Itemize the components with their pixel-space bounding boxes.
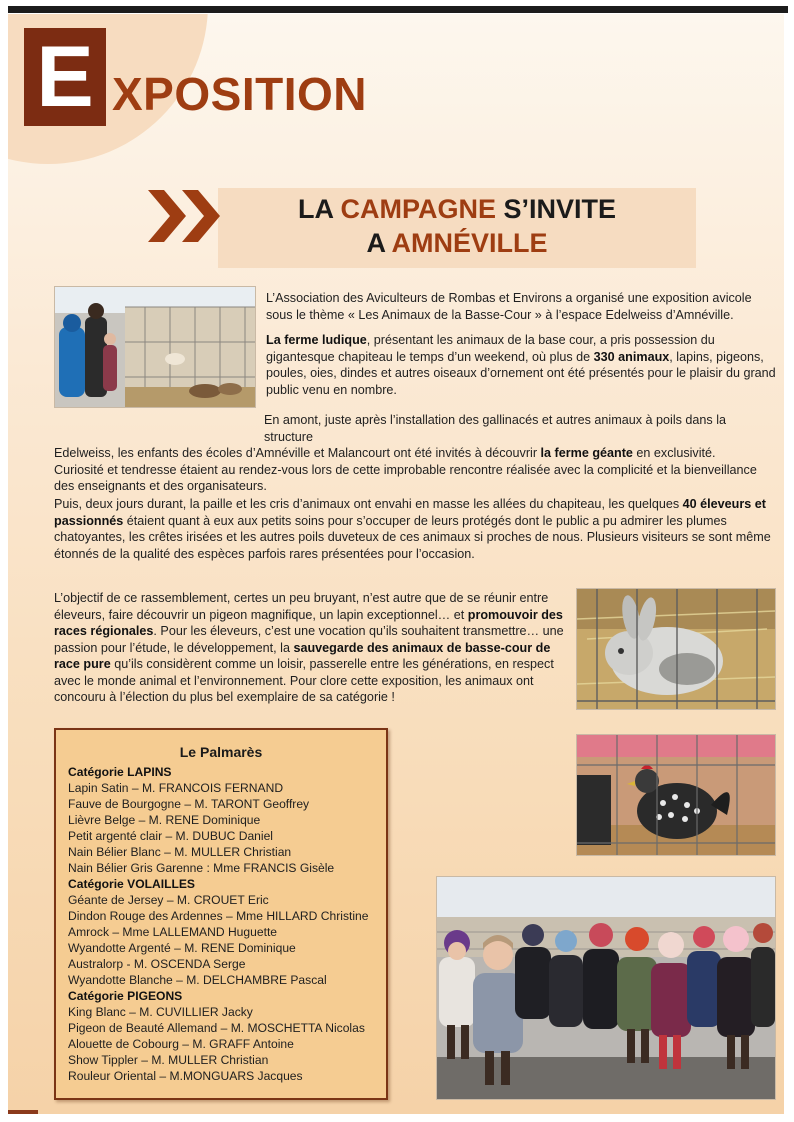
palmares-entry: Nain Bélier Gris Garenne : Mme FRANCIS Gisèle [68, 861, 335, 875]
paragraph-text: Puis, deux jours durant, la paille et les cris d’animaux ont envahi en masse les allées du chapiteau, les quelques [54, 497, 683, 511]
bold-text: 40 éleveurs et passionnés [54, 497, 766, 528]
article-paragraph [266, 290, 778, 323]
paragraph-body [54, 590, 566, 706]
paragraph-text: étaient quant à eux aux petits soins pour s’occuper de leurs protégés dont le public a pu admirer les plumes chatoyantes, les crêtes irisées et les autres poils duveteux de ces animaux si proches de nous. Plusieurs visiteurs se sont même étonnés de la qualité des espèces parfois rares présentées pour l’occasion. [54, 513, 771, 561]
palmares-entry: Wyandotte Blanche – M. DELCHAMBRE Pascal [68, 973, 327, 987]
paragraph-body [54, 445, 778, 462]
palmares-category: Catégorie VOLAILLES [68, 877, 196, 891]
palmares-entry: Wyandotte Argenté – M. RENE Dominique [68, 941, 296, 955]
palmares-entry: Alouette de Cobourg – M. GRAFF Antoine [68, 1037, 294, 1051]
palmares-entry: Petit argenté clair – M. DUBUC Daniel [68, 829, 273, 843]
headline-text: S’INVITE [495, 194, 617, 224]
headline-line-1 [220, 192, 694, 226]
article-paragraph [54, 496, 778, 562]
paragraph-lead-line: En amont, juste après l’installation des gallinacés et autres animaux à poils dans la structure [264, 413, 727, 444]
bold-text: sauvegarde des animaux de basse-cour de race pure [54, 640, 551, 671]
article-paragraph [266, 332, 778, 398]
photo-school-children [436, 876, 776, 1100]
photo-visitors-at-cages [54, 286, 256, 408]
palmares-entry: Géante de Jersey – M. CROUET Eric [68, 893, 269, 907]
paragraph-text: en exclusivité. [632, 446, 716, 460]
bottom-corner-mark [8, 1110, 38, 1114]
palmares-category: Catégorie LAPINS [68, 765, 172, 779]
magazine-page [8, 14, 784, 1114]
photo-hen-in-cage [576, 734, 776, 856]
palmares-list [56, 764, 386, 1084]
article-headline [220, 192, 694, 260]
palmares-entry: Nain Bélier Blanc – M. MULLER Christian [68, 845, 292, 859]
palmares-entry: Rouleur Oriental – M.MONGUARS Jacques [68, 1069, 303, 1083]
photo-rabbit-in-cage [576, 588, 776, 710]
paragraph-text: , présentant les animaux de la base cour, a pris possession du gigantesque chapiteau le temps d’un weekend, où plus de [266, 333, 715, 364]
paragraph-text: . Pour les éleveurs, c’est une vocation qu’ils souhaitent transmettre… une passion pour l’étude, le développement, la [54, 624, 564, 655]
palmares-entry: Show Tippler – M. MULLER Christian [68, 1053, 269, 1067]
headline-highlight: CAMPAGNE [340, 194, 496, 224]
page-top-edge [8, 6, 788, 13]
palmares-entry: Australorp - M. OSCENDA Serge [68, 957, 246, 971]
paragraph-text: qu’ils considèrent comme un loisir, passerelle entre les générations, en respect avec le monde animal et l’environnement. Pour clore cette exposition, les animaux ont concouru à l’élection du plus bel exemplaire de sa catégorie ! [54, 657, 554, 704]
section-title: XPOSITION [112, 68, 367, 120]
bold-text: 330 animaux [593, 349, 670, 364]
article-intro-block [266, 290, 778, 398]
paragraph-text: Edelweiss, les enfants des écoles d’Amnéville et Malancourt ont été invités à découvrir [54, 446, 541, 460]
headline-line-2 [220, 226, 694, 260]
palmares-title: Le Palmarès [179, 744, 263, 760]
palmares-entry: Lapin Satin – M. FRANCOIS FERNAND [68, 781, 284, 795]
section-initial-box: E [24, 28, 106, 126]
paragraph-text: L’objectif de ce rassemblement, certes un peu bruyant, n’est autre que de se réunir entre éleveurs, faire découvrir un pigeon magnifique, un lapin exceptionnel… et [54, 591, 549, 622]
palmares-entry: Lièvre Belge – M. RENE Dominique [68, 813, 261, 827]
headline-highlight: AMNÉVILLE [391, 228, 548, 258]
bold-text: promouvoir des races régionales [54, 607, 563, 638]
palmares-entry: Fauve de Bourgogne – M. TARONT Geoffrey [68, 797, 310, 811]
palmares-entry: Dindon Rouge des Ardennes – Mme HILLARD Christine [68, 909, 369, 923]
palmares-category: Catégorie PIGEONS [68, 989, 183, 1003]
headline-text: A [366, 228, 392, 258]
palmares-entry: Amrock – Mme LALLEMAND Huguette [68, 925, 278, 939]
palmares-box [54, 728, 388, 1100]
bold-text: la ferme géante [540, 446, 633, 460]
headline-text: LA [297, 194, 341, 224]
palmares-entry: King Blanc – M. CUVILLIER Jacky [68, 1005, 253, 1019]
article-paragraph [54, 590, 566, 706]
double-chevron-icon [148, 190, 224, 242]
bold-text: La ferme ludique [266, 333, 367, 347]
paragraph-text: , lapins, pigeons, poules, oies, dindes et autres oiseaux d’ornement ont été présentés pour le plaisir du grand public venu en nombre. [266, 349, 776, 397]
paragraph-text: L’Association des Aviculteurs de Rombas et Environs a organisé une exposition avicole sous le thème « Les Animaux de la Basse-Cour » à l’espace Edelweiss d’Amnéville. [266, 291, 752, 322]
article-paragraph [54, 412, 778, 495]
paragraph-body: Curiosité et tendresse étaient au rendez-vous lors de cette improbable rencontre réalisée avec la complicité et la bienveillance des enseignants et des organisateurs. [54, 462, 757, 493]
palmares-entry: Pigeon de Beauté Allemand – M. MOSCHETTA Nicolas [68, 1021, 365, 1035]
paragraph-body [54, 496, 778, 562]
